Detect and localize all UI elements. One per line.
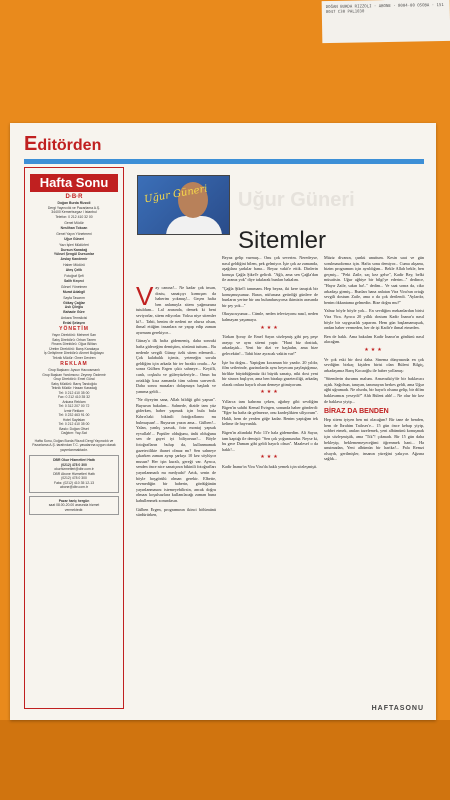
photo-shirt bbox=[166, 216, 222, 235]
paragraph: Ben de haklı. Ama bakalım Kadir İnanır'ın gönlünü nasıl alacağım. bbox=[324, 333, 424, 345]
staff-name: Ateş Çelik bbox=[65, 267, 83, 272]
reklam-item: Baskı: Doğan Ofset bbox=[59, 426, 89, 431]
company-name: Doğan Burda Rizzoli bbox=[57, 201, 91, 205]
paragraph: ay canına!... Ne kadar çok insan, dostu, sanatçıyı kırmışım da haberim yokmuş!... Geçen hafta ben anlamıyla sitem yağmuruna tutuldum... Lal arasında, demek ki beni seviyorlar, sitem ediyorlar. Yoksa niye sitemler ki?... Tabii, benim de nedeni ne olursa olsun, ihmal ettiğim insanlara ne yapıp edip zaman ayırmam gerekiyor... bbox=[136, 285, 216, 335]
paragraph: Yıllarca tam kahrımı çeken, ağabey gibi sevdiğim Bigen'in sahibi Kemal Evirgen, sonunda haber gönderdi: "Eğer bu hafta da gelmezse, onu kardeşlikten siliyorum". Hakli, hem de yerden göğe kadar. Benim yaptığım tek kelime ile hayvanlık. bbox=[222, 399, 318, 427]
legal-notice: Hafta Sonu, Doğan Burda Rizzoli Dergi Yayıncılık ve Pazarlama A.Ş. tarafından T.C. yasalarına uygun olarak yayımlanmaktadır. bbox=[32, 438, 116, 452]
staff-name: Neslihan Tokcan bbox=[60, 225, 88, 230]
staff-name: Uğur Güneri bbox=[64, 236, 84, 241]
paragraph: Gülben Ergen, programının ikinci bölümünü sürdürürken, bbox=[136, 506, 216, 518]
staff-name: Murat Adalıgil bbox=[62, 289, 86, 294]
reklam-item: Grup Başkanı: Aysun Hacıosmanlı bbox=[48, 368, 100, 372]
yonetim-item: Satış Direktörü: Orhan Tanen bbox=[52, 337, 96, 342]
staff-name: Gökay Çağlar bbox=[63, 300, 85, 305]
reklam-item: Tel: 0 212 410 35 00 bbox=[58, 390, 90, 395]
paragraph: Bigen'in altındaki Polo 13'e hala gidemedim. Ali Sayar, tam kaptığı ile demişti: "Sen çok yoğunsundur. Neyse ki, bu gece Duman gibi geldi hayırlı olsun". Maalesef o da haklı!... bbox=[222, 430, 318, 452]
column-1-paragraphs bbox=[136, 285, 216, 518]
staff-role: Görsel Yönetmen bbox=[60, 285, 88, 289]
staff-role: Fotoğraf Şefi bbox=[64, 274, 84, 278]
reader-service-lines bbox=[32, 467, 116, 490]
staff-name: Bahadır Güre bbox=[63, 309, 85, 314]
article-column-3 bbox=[324, 255, 424, 710]
yonetim-item: Yayın Direktörü: Mehmet Sarı bbox=[51, 333, 97, 337]
paragraph: Yalnız böyle böyle yok... En sevdiğim mekanlardan birisi Vira Vira. Ayrıca 20 yıllık dostum Kadir İnanır'a nasıl böyle bir saygısızlık yaparım. Hem gün başlamamışsak, ondan haber vermeden, her de işi Kadir'e ihmal etmeden. bbox=[324, 308, 424, 331]
paragraph: Ve çok eski bir dost daha. Sinema dünyasında en çok sevdiğim birkaç kişiden birisi olan Bülent Bilgiç, arkadaşımız Barış Kocaoğlu ile haber yollamış: bbox=[324, 356, 424, 373]
mailing-label bbox=[322, 0, 450, 43]
staff-role: Haber Müdürü bbox=[63, 263, 85, 267]
reklam-item: Ankara Reklam bbox=[62, 399, 86, 404]
section-separator: ★★★ bbox=[364, 347, 384, 353]
reader-service-phone: (0212) 478 0 300 bbox=[61, 462, 87, 467]
reader-service-line: DBR Abone Hizmetleri Hattı bbox=[53, 471, 95, 476]
paragraph: Kadir İnanır'ın Vira Vira'da haklı yemek için sözleşmişti. bbox=[222, 464, 318, 469]
staff-role: Genel Müdür bbox=[64, 221, 84, 225]
paragraph: "Çağla Şikel'i tanımam. Hep beyaz, iki kere tanıştık bir konuşmuşsunuz. Basın, nüfusuna getirdiği günlere de bunların yerine bir anı bulunduruyorsa ikimizin arasında bir şey yok..." bbox=[222, 285, 318, 308]
article-column-1 bbox=[136, 285, 216, 720]
reklam-item: Satış Müdürü: Barış Tandoğdu bbox=[51, 381, 97, 386]
paragraph: "Sitemlerin durumu malum. Arnavutköy'de bir baklavacı açtık. Sağolsun, tanıyan, tanımayan herkes geldi, ama Uğur ağbi uğramadı. Ne olurdu, bir hayırlı olsuna gelip, bir dilim baklavamızı yeseydi?" Ahh Bülent ahh!... Ne olur bir kez de baklava yiyip... bbox=[324, 376, 424, 404]
staff-name: Erdal Şelaşen bbox=[62, 320, 86, 325]
yonetim-item: Finans Direktörü: Oğuz Bilitan bbox=[51, 342, 97, 346]
staff-name: Arslay Kandemir bbox=[60, 256, 88, 261]
column-3-paragraphs bbox=[324, 255, 424, 404]
reklam-item: İzmir Reklam bbox=[64, 408, 84, 413]
paragraph: Beyaz gelip vurmuş... Onu çok severim. Neredeyse, nasıl geldiğini bilem, pek gelmiyor. İşte çok az zamanda, aşağılara şarkılar bana... Beyaz vakit'e ettik. Dinlerin konuşu Çağla Şikel'e gelirdi. "Ağlı, ama sen Çağla'dan ile aranız yok" diye takılarak bunları bakalım. bbox=[222, 255, 318, 283]
editor-signature: Uğur Güneri bbox=[143, 183, 209, 206]
company-sub: Dergi Yayıncılık ve Pazarlama A.Ş. bbox=[47, 205, 101, 210]
footer-brand: HAFTASONU bbox=[371, 705, 424, 712]
yonetim-list bbox=[25, 333, 123, 360]
paragraph: Müziz divanın, çunkü unuttum. Kesin saat ve gün sorulmasıdırmız için. Hafta sonu demiyor... Cuma akşamı, bizim programım için ayrıldığım... Bekle Allah bekle, ben geçmiş... "Peki Zaile, saç kez gelse", Kadir Bey, belki müsaitsin. Uğur ağbiye bir bilgi'ye ederim..." dedince, "Hayır Zaile, sakın ha!.." dedim... Ve saat sonra da, ciko arkadaşı girmiş... Bunları bana anlatan Vira Vira'nın ortağı sevgili dostum Zaile, ama o da çok dertlendi. "Aylardır, benim ökkantama gelmedin. Bize doğru mu?" bbox=[324, 255, 424, 305]
section-header-rest: ditörden bbox=[37, 137, 102, 154]
reklam-item: Fax: 0 212 410 35 32 bbox=[57, 395, 91, 399]
hours-line: vermektedir. bbox=[64, 507, 84, 512]
header-rule bbox=[24, 159, 424, 164]
paragraph: Türkan Şoray ile Emel Sayın sözleşmiş gibi peş peşe arayıp ve aynı sitemi yaptı: "Hani biz dosttuk, arkadaştık... Yeni bir dizi ve başladın, ama bize gelecektin!... Tabii bize ayracak vaktin var!" bbox=[222, 334, 318, 356]
column-2-paragraphs bbox=[222, 255, 318, 470]
article-column-2 bbox=[222, 255, 318, 710]
masthead-logo: Hafta Sonu bbox=[30, 174, 118, 192]
reklam-item: Hotel Sayfaları bbox=[62, 417, 86, 422]
mailing-label-text: DOĞAN BURDA RIZZOLI · ABONE · 8004-00 OSOBA · 151 8047 C30 PAL1030 bbox=[325, 1, 444, 15]
section-header-cap: E bbox=[24, 133, 38, 155]
hours-title: Pazar hariç hergün bbox=[58, 498, 90, 503]
reklam-item: Tel: 0 312 207 00 72 bbox=[58, 404, 90, 408]
reklam-list bbox=[25, 368, 123, 436]
staff-name: Salih Keçeci bbox=[64, 278, 84, 283]
yonetim-heading: YÖNETİM bbox=[59, 326, 89, 332]
section-separator: ★★★ bbox=[260, 455, 280, 461]
editor-photo bbox=[137, 175, 230, 235]
subheading: BİRAZ DA BENDEN bbox=[324, 408, 389, 416]
drop-cap: V bbox=[136, 285, 154, 311]
company-address: 34400 Kemerburgaz / İstanbul bbox=[51, 210, 97, 214]
paragraph: "Ne diyeyim sana, Allah bildiği gibi yapsın". Buyurun bakalım... Sahnede, dizide tam yüz giderken, haber yapmak için bula bula Kıbrıs'taki bikinili fotoğraflarını mı bulmuşsun!... Buyurun yazın ama... Gülben!... Yalan, yanlış yazsak, foto montaj yapsak eyvallah!... Popüler olduğunu, ünlü olduğunu sen de gayet iyi biliyorsun!... Böyle fotoğrafların bulup da, kullanmamak gazetecilikte ihanet olmaz mı? Sen sahneye çıkarken zaman ayrıp şarkıyı 10 kez söylüyor musun? Her işin kuralı, gereği var. Ayrıca, senden önce nice sanatçının bikinili fotoğrafları yayınlanmadı mı medyada? Artık, senin de böyle hoşgörülü olman gerekir. Elbette, sevmediğin bir haberin, gördüğünün yayınlanmasını istemeyebilirsin, ancak doğru olmazı koşulsuzlara kullanılacağı zaman buna kabullenmek zorundasın. bbox=[136, 397, 216, 503]
article-title: Sitemler bbox=[238, 227, 327, 254]
hours-line: saat 08.00-20.00 arasında hizmet bbox=[48, 503, 100, 507]
reader-service-line: (0212) 478 0 300 bbox=[61, 476, 87, 480]
reklam-item: Grup Başkan Yardımcısı: Zeynep Özdemir bbox=[42, 372, 106, 377]
staff-role: Yazı İşleri Müdürleri bbox=[59, 243, 89, 247]
reader-service-line: abone@dbr.com.tr bbox=[60, 485, 88, 489]
reader-service-title: DBR Okur Hizmetleri Hattı bbox=[53, 458, 95, 462]
paragraph: Hep sitem iyiyen ben mi olacağım? Bir tane de benden, hem de İbrahim Tatlıses'e... 15 gün önce kebap yiyip, sohbet etmek, anıları tazelemek, yeni albümünü konuşmak için sözleşmiştik, ama "Tık"! çıkmadı. Bir 15 gün daha bekleyip, beklememeyeceğimi öğrenmek hani... Ha unutmadan, Yeni albümün bir harika!... Pala Remzi olsaydı, gerilmişler, insanın yüreğini yakıyor. Ağzına sağlık... bbox=[324, 417, 424, 462]
reader-service-line: okurhizmetleri@dbr.com.tr bbox=[54, 467, 94, 471]
publisher-logo: D·B·R bbox=[65, 194, 83, 200]
paragraph: İşte bu doğru... Yaptığım kocaman bir yazdır. 20 yıldır, film setlerinde, gazinolarda aynı heyecanı paylaştığımız, birlikte büyüdüğümüz iki büyük sanatçı, niki dost yeni bir sinava başlıyor, ama ben birakıp gazeteciliği, arkadaş olarak onlara hayırlı olsun demeye gitmiyorum. bbox=[222, 359, 318, 387]
reklam-item: Teknik Müdür: Hasan Karadağ bbox=[51, 386, 97, 390]
section-separator: ★★★ bbox=[260, 390, 280, 396]
column-3b-paragraphs bbox=[324, 417, 424, 462]
background-floor bbox=[0, 720, 450, 800]
reklam-item: Tel: 0 232 463 91 00 bbox=[58, 413, 90, 417]
paragraph: Günay'a ilk hafta gidememiş, daha sonraki hafta gideceğim demiştim, sözümü tuttum... Bu nedenle sevgili Günay özlü sitem edemedi... Çok kalabalık içimiz, yeteneğin sorulu geldiğim için arkada bir ter bıraktı orada... Az sonra Gülben Ergen çıktı sahneye... Keyifli, canlı, coşkulu ve güleryüzleriyle... Onun bu ortaklığı kısa zamanda tüm salonu sarıverdi. Daha sonra masaları dolaşmaya başladı ve yanıma geldi... bbox=[136, 338, 216, 394]
staff-role: Genel Yayın Yönetmeni bbox=[56, 232, 92, 236]
hours-lines bbox=[32, 503, 116, 512]
staff-name: Dursun Karadağ bbox=[60, 247, 88, 252]
reklam-item: Dağıtım: Yay-Sat bbox=[61, 431, 87, 435]
reklam-item: Tel: 0 212 410 35 00 bbox=[58, 422, 90, 426]
yonetim-item: Üretim Direktörü: Barış Karakaya bbox=[49, 346, 99, 351]
staff-name: Yüksel Şengül Dursunlar bbox=[53, 252, 95, 256]
reklam-heading: REKLAM bbox=[60, 361, 88, 367]
ghost-title: Uğur Güneri bbox=[238, 189, 355, 211]
yonetim-item: İş Geliştirme Direktörü: Ahmet Buğdaycı bbox=[43, 351, 105, 355]
hours-box bbox=[29, 496, 119, 516]
paragraph: Okuyucuyunuz... Cümle, neden televizyonu nasıl, neden kalmayan yaşamaya. bbox=[222, 311, 318, 322]
section-separator: ★★★ bbox=[260, 325, 280, 331]
staff-role: Sayfa Tasarım bbox=[63, 296, 85, 300]
masthead-sidebar bbox=[24, 167, 124, 709]
staff-name: Aslı Çileğlu bbox=[64, 305, 84, 309]
company-phone: Telefon: 0 212 410 32 00 bbox=[55, 214, 93, 219]
reader-service-box bbox=[29, 455, 119, 493]
magazine-page bbox=[10, 123, 436, 720]
staff-role: Ankara Temsilcisi bbox=[60, 316, 88, 320]
yonetim-item: Teknik Müdür: Ömer Deviren bbox=[52, 355, 96, 360]
reader-service-line: Faks: (0212) 410 35 12-13 bbox=[54, 480, 94, 485]
reklam-item: Grup Direktörü: Emel Güral bbox=[53, 377, 95, 381]
staff-roles bbox=[25, 221, 123, 325]
section-header bbox=[24, 133, 101, 156]
